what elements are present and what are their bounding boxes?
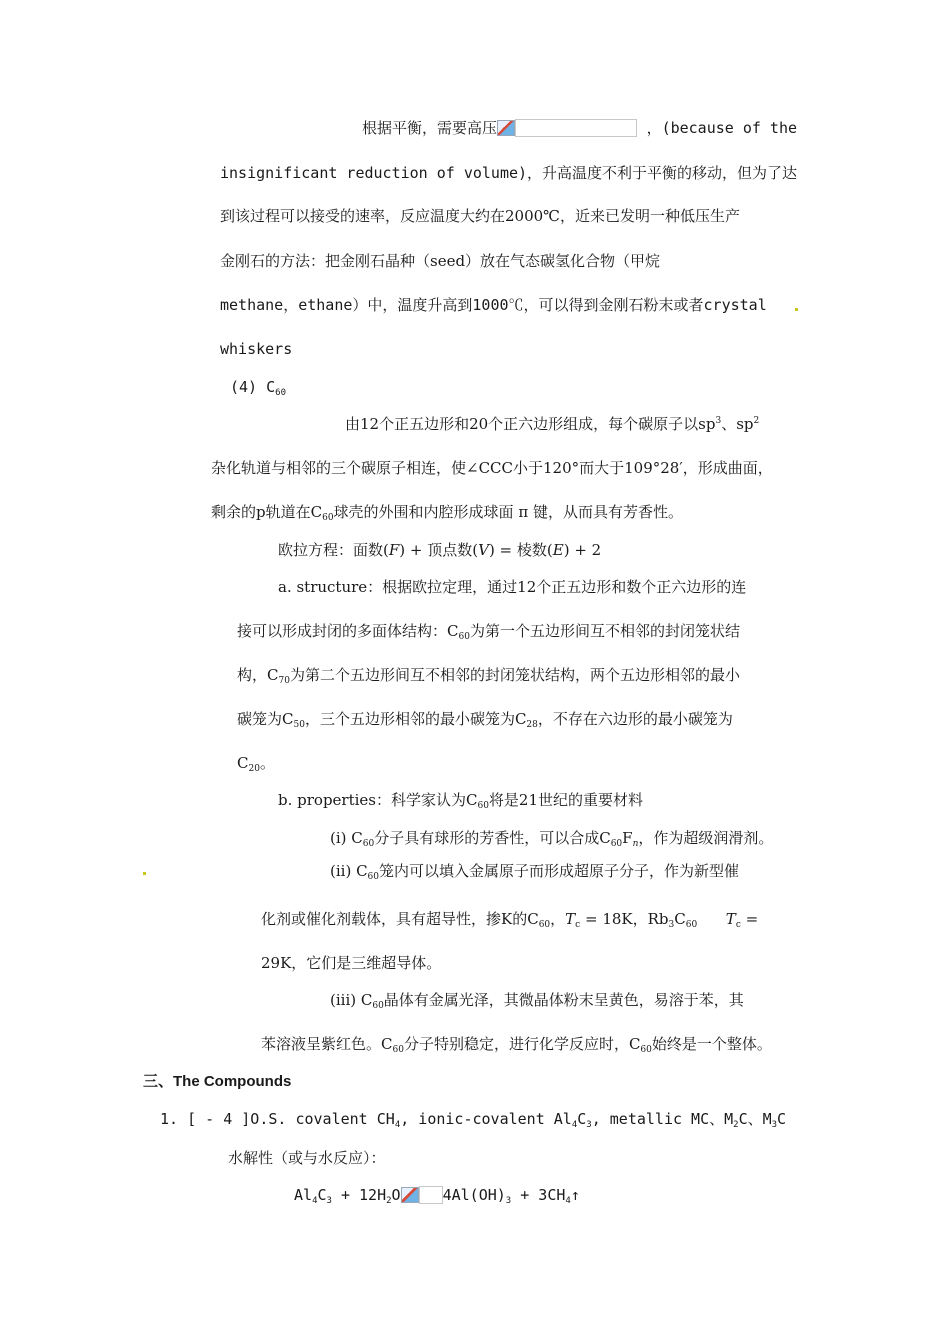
- text: 晶体有金属光泽，其微晶体粉末呈黄色，易溶于苯，其: [383, 991, 744, 1009]
- subscript: 4: [571, 1120, 578, 1130]
- subscript: 60: [322, 513, 334, 523]
- paragraph-line: [220, 163, 797, 183]
- subscript: 60: [362, 839, 375, 849]
- paragraph-line: [330, 861, 739, 881]
- text: C: [237, 754, 249, 772]
- subscript: 50: [293, 720, 305, 730]
- subscript: 60: [275, 388, 286, 398]
- subscript: 60: [610, 839, 623, 849]
- text: + 3CH: [511, 1186, 566, 1204]
- text: insignificant reduction of volume)，升高温度不利于平衡的移动，但为了达: [220, 164, 798, 182]
- text: ，不存在六边形的最小碳笼为: [537, 710, 733, 728]
- subscript: 60: [640, 1045, 652, 1055]
- section-heading: [143, 1072, 291, 1092]
- compounds-line: [160, 1109, 786, 1129]
- paragraph-line: [261, 953, 441, 973]
- superscript: 2: [753, 416, 760, 426]
- paragraph-line: [237, 753, 275, 773]
- paragraph-line: [278, 577, 746, 597]
- subscript: 60: [367, 872, 379, 882]
- up-arrow: ↑: [570, 1186, 580, 1204]
- text: C: [577, 1110, 587, 1128]
- text: (ii) C: [330, 862, 368, 880]
- paragraph-line: [278, 790, 643, 810]
- text: 将是21世纪的重要材料: [488, 791, 644, 809]
- text: a. structure：根据欧拉定理，通过12个正五边形和数个正六边形的连: [278, 578, 747, 596]
- text: Al: [294, 1186, 313, 1204]
- paragraph-line: [220, 339, 292, 359]
- text: 碳笼为C: [237, 710, 294, 728]
- text: whiskers: [220, 340, 293, 358]
- text: 、sp: [721, 415, 754, 433]
- text: , metallic MC、M: [591, 1110, 734, 1128]
- subscript: 70: [278, 676, 290, 686]
- superscript: 3: [715, 416, 722, 426]
- text: =: [740, 910, 759, 928]
- subscript: 60: [477, 801, 489, 811]
- text: + 12H: [331, 1186, 387, 1204]
- text: 由12个正五边形和20个正六边形组成，每个碳原子以sp: [345, 415, 716, 433]
- text: 杂化轨道与相邻的三个碳原子相连，使∠CCC小于120°而大于109°28′，形成曲面，: [211, 459, 773, 477]
- subscript: 20: [248, 764, 260, 774]
- subscript: 2: [386, 1196, 392, 1206]
- text: 根据平衡，需要高压: [362, 119, 498, 137]
- subscript: 3: [668, 920, 675, 930]
- text: 到该过程可以接受的速率，反应温度大约在2000℃，近来已发明一种低压生产: [220, 207, 740, 225]
- text: 分子特别稳定，进行化学反应时，C: [403, 1035, 641, 1053]
- text: C: [674, 910, 686, 928]
- var: T: [565, 910, 576, 928]
- text: 苯溶液呈紫红色。C: [261, 1035, 393, 1053]
- var: V: [478, 541, 489, 559]
- paragraph-line: [330, 990, 744, 1010]
- paragraph-line: [220, 251, 660, 271]
- text: 接可以形成封闭的多面体结构：C: [237, 622, 459, 640]
- paragraph-line: [237, 621, 740, 641]
- subheading-c60: [230, 377, 286, 397]
- text: (4) C: [230, 378, 276, 396]
- subscript: 4: [312, 1196, 318, 1206]
- line-high-pressure: [362, 118, 797, 138]
- text: 构，C: [237, 666, 279, 684]
- text: 三、The Compounds: [143, 1073, 292, 1090]
- paragraph-line: [330, 828, 773, 848]
- text: ，三个五边形相邻的最小碳笼为C: [304, 710, 527, 728]
- subscript: 60: [538, 920, 551, 930]
- subscript: 4: [394, 1120, 401, 1130]
- text: 4Al(OH): [442, 1186, 506, 1204]
- marker-dot: [795, 308, 798, 311]
- paragraph-line: [261, 909, 758, 929]
- subscript: 2: [733, 1120, 739, 1130]
- text: 水解性（或与水反应）：: [228, 1149, 386, 1167]
- text: ) + 2: [563, 541, 602, 559]
- var: T: [725, 910, 736, 928]
- subscript: 60: [372, 1001, 384, 1011]
- text: ，(because of the: [646, 119, 798, 137]
- text: ) = 棱数(: [488, 541, 553, 559]
- text: 剩余的p轨道在C: [211, 503, 323, 521]
- text: 为第二个五边形间互不相邻的封闭笼状结构，两个五边形相邻的最小: [289, 666, 740, 684]
- text: C、M: [738, 1110, 772, 1128]
- text: C: [777, 1110, 787, 1128]
- text: 为第一个五边形间互不相邻的封闭笼状结: [469, 622, 740, 640]
- text: 欧拉方程：面数(: [278, 541, 389, 559]
- subscript: c: [735, 920, 741, 930]
- subscript: c: [575, 920, 581, 930]
- text: (iii) C: [330, 991, 373, 1009]
- text: b. properties：科学家认为C: [278, 791, 478, 809]
- paragraph-line: [237, 665, 740, 685]
- paragraph-line: [211, 458, 773, 478]
- text: 始终是一个整体。: [651, 1035, 772, 1053]
- reaction-equation: [294, 1185, 580, 1205]
- subscript: 60: [685, 920, 698, 930]
- paragraph-line: [220, 295, 767, 315]
- text: ) + 顶点数(: [399, 541, 479, 559]
- paragraph-line: [261, 1034, 772, 1054]
- text: 1. [ - 4 ]O.S. covalent CH: [160, 1110, 395, 1128]
- broken-image-icon: [497, 120, 515, 136]
- text: 笼内可以填入金属原子而形成超原子分子，作为新型催: [379, 862, 740, 880]
- subscript: 3: [771, 1120, 778, 1130]
- marker-dot: [143, 872, 146, 875]
- image-placeholder: [419, 1186, 443, 1204]
- broken-image-icon: [401, 1187, 419, 1203]
- subscript: n: [632, 839, 639, 849]
- text: C: [317, 1186, 327, 1204]
- text: ，: [550, 910, 566, 928]
- subscript: 60: [392, 1045, 404, 1055]
- subscript: 3: [586, 1120, 592, 1130]
- paragraph-line: [220, 206, 740, 226]
- euler-equation: [278, 540, 601, 560]
- text: 。: [259, 754, 275, 772]
- paragraph-line: [237, 709, 733, 729]
- image-placeholder: [515, 119, 637, 137]
- subscript: 28: [526, 720, 538, 730]
- text: 金刚石的方法：把金刚石晶种（seed）放在气态碳氢化合物（甲烷: [220, 252, 661, 270]
- paragraph-line: [228, 1148, 386, 1168]
- text: = 18K，Rb: [580, 910, 669, 928]
- paragraph-line: [211, 502, 683, 522]
- text: 29K，它们是三维超导体。: [261, 954, 442, 972]
- text: ，作为超级润滑剂。: [638, 829, 774, 847]
- subscript: 3: [326, 1196, 332, 1206]
- text: O: [391, 1186, 401, 1204]
- text: (i) C: [330, 829, 363, 847]
- subscript: 3: [505, 1196, 512, 1206]
- text: 球壳的外围和内腔形成球面 π 键，从而具有芳香性。: [333, 503, 683, 521]
- paragraph-line: [345, 414, 759, 434]
- text: 化剂或催化剂载体，具有超导性，掺K的C: [261, 910, 539, 928]
- text: , ionic-covalent Al: [400, 1110, 572, 1128]
- text: methane，ethane）中，温度升高到1000℃，可以得到金刚石粉末或者crystal: [220, 296, 767, 314]
- var: E: [552, 541, 564, 559]
- subscript: 60: [458, 632, 470, 642]
- text: F: [622, 829, 633, 847]
- subscript: 4: [565, 1196, 571, 1206]
- var: F: [388, 541, 400, 559]
- text: 分子具有球形的芳香性，可以合成C: [374, 829, 611, 847]
